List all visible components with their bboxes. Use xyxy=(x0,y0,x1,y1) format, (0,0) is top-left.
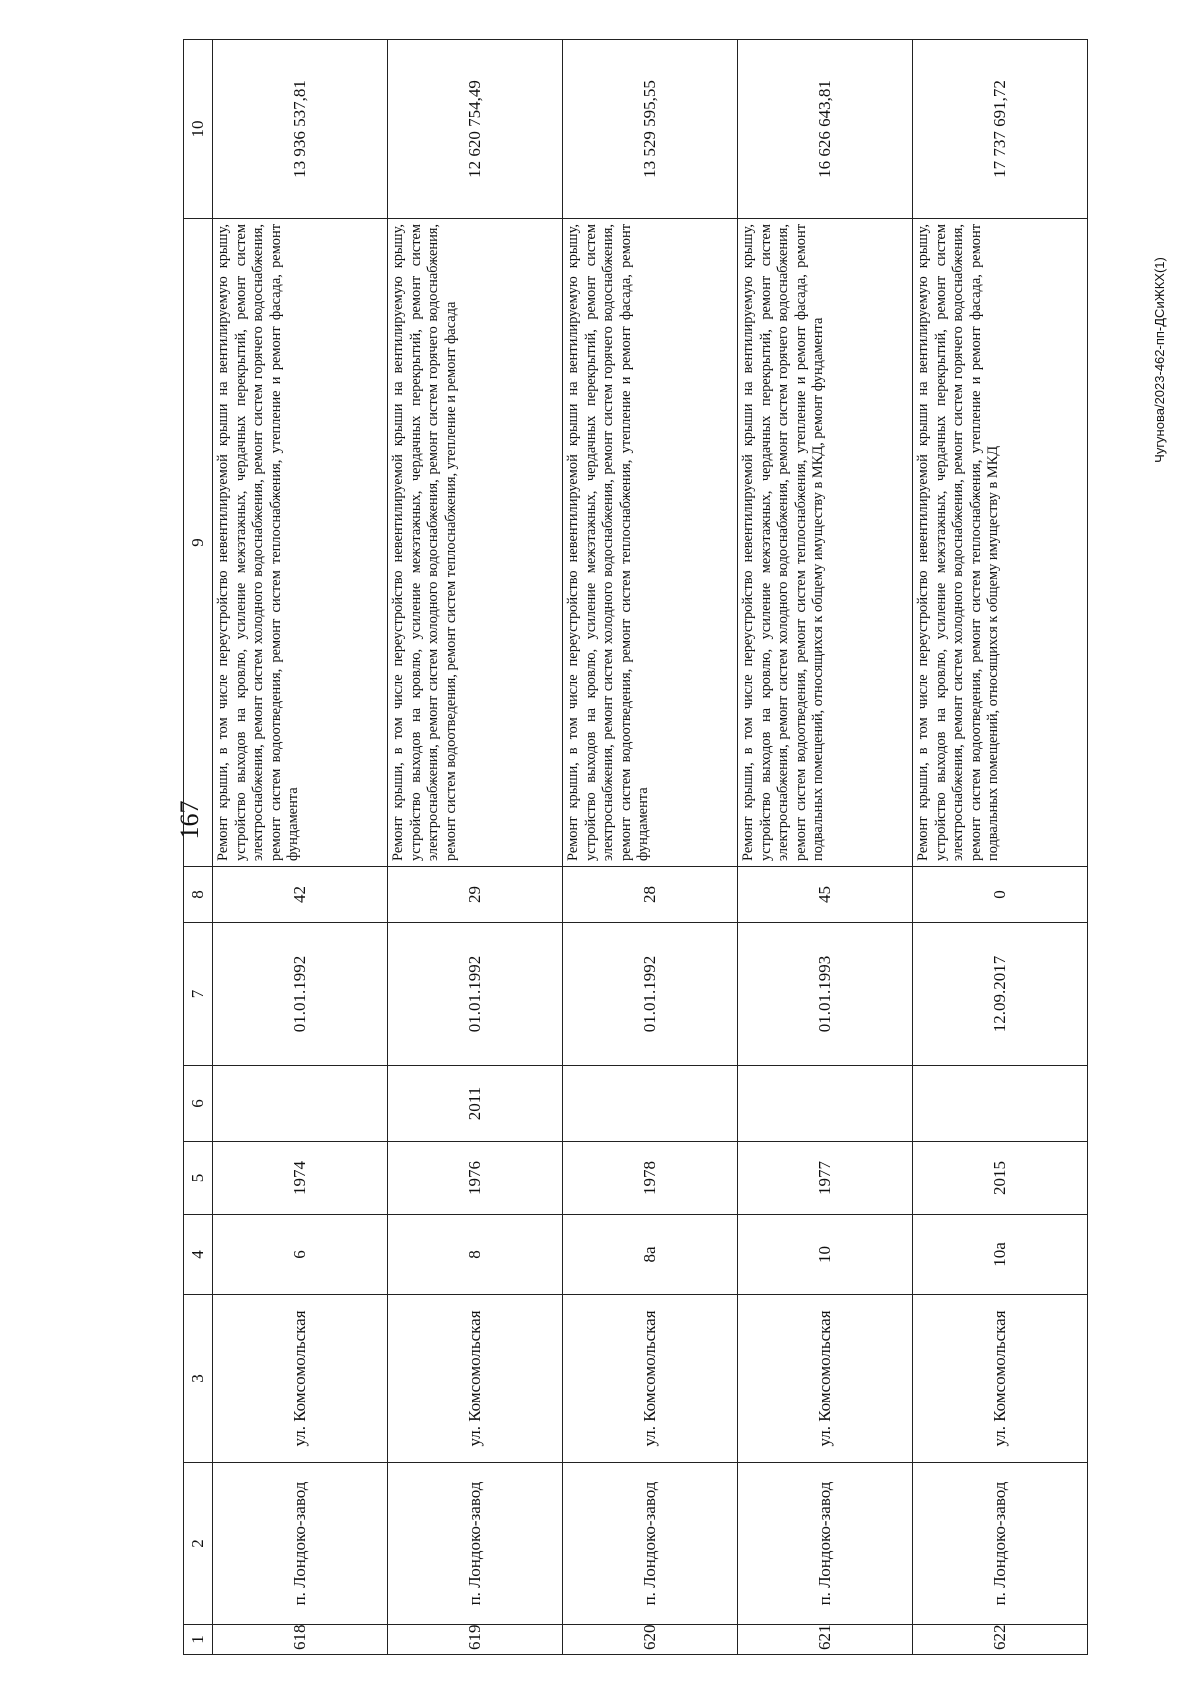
house-cell: 8 xyxy=(388,1215,563,1295)
date-cell: 12.09.2017 xyxy=(913,923,1088,1066)
header-cell: 6 xyxy=(184,1066,213,1142)
table-row xyxy=(388,40,563,1655)
date-cell: 01.01.1992 xyxy=(563,923,738,1066)
year-built-cell: 1978 xyxy=(563,1142,738,1215)
page-number: 167 xyxy=(175,800,204,840)
works-cell: Ремонт крыши, в том числе переустройство невентилируемой крыши на вентилируемую крышу, устройство выходов на кровлю, усиление межэтажных, чердачных перекрытий, ремонт систем электроснабжения, ремонт систем холодного водоснабжения, ремонт систем горячего водоснабжения, ремонт систем водоотведения, ремонт систем теплоснабжения, утепление и ремонт фасада, ремонт подвальных помещений, относящихся к общему имуществу в МКД xyxy=(913,219,1088,867)
year-cell xyxy=(913,1066,1088,1142)
works-cell: Ремонт крыши, в том числе переустройство невентилируемой крыши на вентилируемую крышу, устройство выходов на кровлю, усиление межэтажных, чердачных перекрытий, ремонт систем электроснабжения, ремонт систем холодного водоснабжения, ремонт систем горячего водоснабжения, ремонт систем водоотведения, ремонт систем теплоснабжения, утепление и ремонт фасада xyxy=(388,219,563,867)
header-cell: 10 xyxy=(184,40,213,219)
date-cell: 01.01.1993 xyxy=(738,923,913,1066)
repair-table-wrapper xyxy=(183,40,1083,1655)
wear-cell: 0 xyxy=(913,867,1088,923)
house-cell: 10а xyxy=(913,1215,1088,1295)
house-cell: 6 xyxy=(213,1215,388,1295)
row-number: 621 xyxy=(738,1625,913,1655)
table-row xyxy=(913,40,1088,1655)
header-cell: 1 xyxy=(184,1625,213,1655)
street-cell: ул. Комсомольская xyxy=(563,1295,738,1463)
settlement-cell: п. Лондоко-завод xyxy=(738,1463,913,1625)
header-cell: 9 xyxy=(184,219,213,867)
street-cell: ул. Комсомольская xyxy=(213,1295,388,1463)
header-cell: 7 xyxy=(184,923,213,1066)
row-number: 619 xyxy=(388,1625,563,1655)
date-cell: 01.01.1992 xyxy=(213,923,388,1066)
table-row xyxy=(563,40,738,1655)
street-cell: ул. Комсомольская xyxy=(913,1295,1088,1463)
header-row xyxy=(184,40,213,1655)
repair-table xyxy=(183,39,1088,1655)
settlement-cell: п. Лондоко-завод xyxy=(563,1463,738,1625)
cost-cell: 13 936 537,81 xyxy=(213,40,388,219)
header-cell: 3 xyxy=(184,1295,213,1463)
header-cell: 4 xyxy=(184,1215,213,1295)
year-built-cell: 1977 xyxy=(738,1142,913,1215)
cost-cell: 13 529 595,55 xyxy=(563,40,738,219)
row-number: 620 xyxy=(563,1625,738,1655)
year-built-cell: 1974 xyxy=(213,1142,388,1215)
works-cell: Ремонт крыши, в том числе переустройство невентилируемой крыши на вентилируемую крышу, устройство выходов на кровлю, усиление межэтажных, чердачных перекрытий, ремонт систем электроснабжения, ремонт систем холодного водоснабжения, ремонт систем горячего водоснабжения, ремонт систем водоотведения, ремонт систем теплоснабжения, утепление и ремонт фасада, ремонт фундамента xyxy=(563,219,738,867)
settlement-cell: п. Лондоко-завод xyxy=(213,1463,388,1625)
street-cell: ул. Комсомольская xyxy=(388,1295,563,1463)
settlement-cell: п. Лондоко-завод xyxy=(913,1463,1088,1625)
row-number: 618 xyxy=(213,1625,388,1655)
settlement-cell: п. Лондоко-завод xyxy=(388,1463,563,1625)
year-built-cell: 1976 xyxy=(388,1142,563,1215)
cost-cell: 17 737 691,72 xyxy=(913,40,1088,219)
table-row xyxy=(213,40,388,1655)
works-cell: Ремонт крыши, в том числе переустройство невентилируемой крыши на вентилируемую крышу, устройство выходов на кровлю, усиление межэтажных, чердачных перекрытий, ремонт систем электроснабжения, ремонт систем холодного водоснабжения, ремонт систем горячего водоснабжения, ремонт систем водоотведения, ремонт систем теплоснабжения, утепление и ремонт фасада, ремонт фундамента xyxy=(213,219,388,867)
header-cell: 2 xyxy=(184,1463,213,1625)
date-cell: 01.01.1992 xyxy=(388,923,563,1066)
house-cell: 10 xyxy=(738,1215,913,1295)
wear-cell: 29 xyxy=(388,867,563,923)
row-number: 622 xyxy=(913,1625,1088,1655)
works-cell: Ремонт крыши, в том числе переустройство невентилируемой крыши на вентилируемую крышу, устройство выходов на кровлю, усиление межэтажных, чердачных перекрытий, ремонт систем электроснабжения, ремонт систем холодного водоснабжения, ремонт систем горячего водоснабжения, ремонт систем водоотведения, ремонт систем теплоснабжения, утепление и ремонт фасада, ремонт подвальных помещений, относящихся к общему имуществу в МКД, ремонт фундамента xyxy=(738,219,913,867)
street-cell: ул. Комсомольская xyxy=(738,1295,913,1463)
year-built-cell: 2015 xyxy=(913,1142,1088,1215)
year-cell: 2011 xyxy=(388,1066,563,1142)
table-row xyxy=(738,40,913,1655)
house-cell: 8а xyxy=(563,1215,738,1295)
wear-cell: 42 xyxy=(213,867,388,923)
wear-cell: 45 xyxy=(738,867,913,923)
wear-cell: 28 xyxy=(563,867,738,923)
year-cell xyxy=(213,1066,388,1142)
cost-cell: 12 620 754,49 xyxy=(388,40,563,219)
header-cell: 8 xyxy=(184,867,213,923)
document-code: Чугунова/2023-462-пп-ДСиЖКХ(1) xyxy=(1152,257,1167,463)
year-cell xyxy=(738,1066,913,1142)
cost-cell: 16 626 643,81 xyxy=(738,40,913,219)
header-cell: 5 xyxy=(184,1142,213,1215)
year-cell xyxy=(563,1066,738,1142)
